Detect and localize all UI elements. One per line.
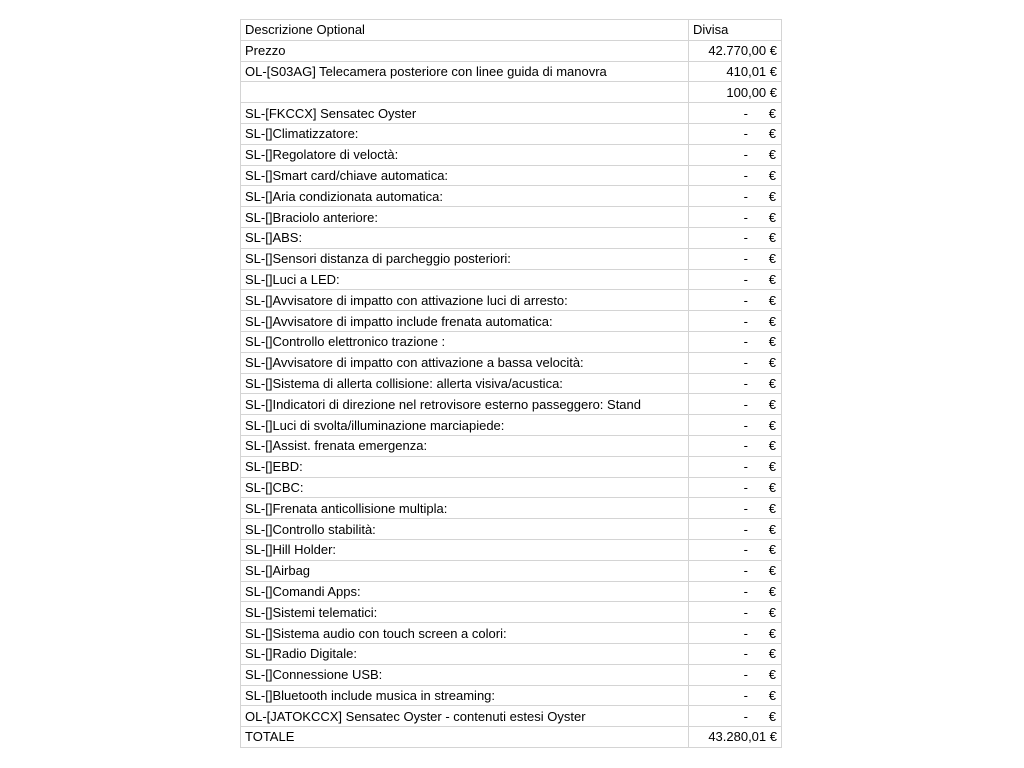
option-value <box>689 352 782 373</box>
options-body <box>241 40 782 726</box>
table-row <box>241 269 782 290</box>
table-row <box>241 602 782 623</box>
zero-dash: - <box>743 147 748 163</box>
option-value <box>689 207 782 228</box>
currency-symbol: € <box>768 209 776 225</box>
zero-dash: - <box>743 563 748 579</box>
option-value <box>689 227 782 248</box>
zero-dash: - <box>743 708 748 724</box>
option-value <box>689 248 782 269</box>
option-description: SL-[]Indicatori di direzione nel retrovisore esterno passeggero: Stand <box>241 394 689 415</box>
currency-symbol: € <box>768 147 776 163</box>
zero-dash: - <box>743 251 748 267</box>
option-description: SL-[]Smart card/chiave automatica: <box>241 165 689 186</box>
option-value <box>689 643 782 664</box>
currency-symbol: € <box>768 708 776 724</box>
currency-symbol: € <box>768 292 776 308</box>
option-description: SL-[]EBD: <box>241 456 689 477</box>
option-description: SL-[]ABS: <box>241 227 689 248</box>
table-row <box>241 248 782 269</box>
currency-symbol: € <box>768 583 776 599</box>
zero-dash: - <box>743 271 748 287</box>
option-description: SL-[]Sistema audio con touch screen a colori: <box>241 623 689 644</box>
option-description: SL-[]Connessione USB: <box>241 664 689 685</box>
currency-symbol: € <box>768 417 776 433</box>
table-row <box>241 40 782 61</box>
zero-dash: - <box>743 292 748 308</box>
option-value <box>689 685 782 706</box>
option-description: SL-[]Aria condizionata automatica: <box>241 186 689 207</box>
table-row <box>241 539 782 560</box>
option-description: SL-[]Sensori distanza di parcheggio posteriori: <box>241 248 689 269</box>
table-row <box>241 560 782 581</box>
option-value <box>689 664 782 685</box>
zero-dash: - <box>743 188 748 204</box>
header-row <box>241 20 782 41</box>
currency-symbol: € <box>768 563 776 579</box>
option-description: SL-[]Frenata anticollisione multipla: <box>241 498 689 519</box>
option-description: OL-[JATOKCCX] Sensatec Oyster - contenuti estesi Oyster <box>241 706 689 727</box>
zero-dash: - <box>743 459 748 475</box>
currency-symbol: € <box>768 646 776 662</box>
option-value <box>689 165 782 186</box>
option-value <box>689 581 782 602</box>
option-description: SL-[]Hill Holder: <box>241 539 689 560</box>
option-description: SL-[]Comandi Apps: <box>241 581 689 602</box>
option-value <box>689 373 782 394</box>
table-row <box>241 456 782 477</box>
table-row <box>241 394 782 415</box>
zero-dash: - <box>743 209 748 225</box>
table-row <box>241 706 782 727</box>
option-description: SL-[]Airbag <box>241 560 689 581</box>
currency-symbol: € <box>768 355 776 371</box>
header-currency: Divisa <box>689 20 782 41</box>
option-value: 100,00 € <box>689 82 782 103</box>
table-row <box>241 331 782 352</box>
option-value <box>689 186 782 207</box>
total-value: 43.280,01 € <box>689 727 782 748</box>
option-description: SL-[]Sistemi telematici: <box>241 602 689 623</box>
option-description: SL-[]Controllo stabilità: <box>241 519 689 540</box>
option-description: OL-[S03AG] Telecamera posteriore con linee guida di manovra <box>241 61 689 82</box>
option-description: SL-[]CBC: <box>241 477 689 498</box>
option-value <box>689 311 782 332</box>
option-description: SL-[]Radio Digitale: <box>241 643 689 664</box>
option-value <box>689 144 782 165</box>
option-description: SL-[]Climatizzatore: <box>241 123 689 144</box>
option-description: SL-[]Luci a LED: <box>241 269 689 290</box>
zero-dash: - <box>743 167 748 183</box>
option-value <box>689 331 782 352</box>
currency-symbol: € <box>768 313 776 329</box>
option-description: SL-[]Avvisatore di impatto include frenata automatica: <box>241 311 689 332</box>
table-row <box>241 165 782 186</box>
table-row <box>241 685 782 706</box>
table-row <box>241 519 782 540</box>
option-value <box>689 498 782 519</box>
option-value <box>689 269 782 290</box>
option-description: SL-[]Luci di svolta/illuminazione marciapiede: <box>241 415 689 436</box>
option-description: SL-[]Regolatore di veloctà: <box>241 144 689 165</box>
zero-dash: - <box>743 521 748 537</box>
option-description: SL-[]Avvisatore di impatto con attivazione a bassa velocità: <box>241 352 689 373</box>
currency-symbol: € <box>768 334 776 350</box>
table-row <box>241 144 782 165</box>
currency-symbol: € <box>768 188 776 204</box>
currency-symbol: € <box>768 542 776 558</box>
zero-dash: - <box>743 417 748 433</box>
table-row <box>241 581 782 602</box>
option-value <box>689 394 782 415</box>
zero-dash: - <box>743 334 748 350</box>
option-value <box>689 477 782 498</box>
option-value <box>689 602 782 623</box>
table-row <box>241 623 782 644</box>
table-row <box>241 311 782 332</box>
table-row <box>241 290 782 311</box>
currency-symbol: € <box>768 438 776 454</box>
option-value: 42.770,00 € <box>689 40 782 61</box>
option-value <box>689 560 782 581</box>
option-description <box>241 82 689 103</box>
option-value <box>689 123 782 144</box>
currency-symbol: € <box>768 167 776 183</box>
table-row <box>241 352 782 373</box>
option-description: SL-[FKCCX] Sensatec Oyster <box>241 103 689 124</box>
currency-symbol: € <box>768 500 776 516</box>
zero-dash: - <box>743 355 748 371</box>
zero-dash: - <box>743 500 748 516</box>
zero-dash: - <box>743 230 748 246</box>
currency-symbol: € <box>768 604 776 620</box>
currency-symbol: € <box>768 521 776 537</box>
option-value <box>689 519 782 540</box>
zero-dash: - <box>743 126 748 142</box>
option-value <box>689 290 782 311</box>
table-row <box>241 227 782 248</box>
table-row <box>241 477 782 498</box>
table-row <box>241 664 782 685</box>
option-value <box>689 456 782 477</box>
currency-symbol: € <box>768 667 776 683</box>
currency-symbol: € <box>768 251 776 267</box>
zero-dash: - <box>743 667 748 683</box>
table-row <box>241 123 782 144</box>
header-description: Descrizione Optional <box>241 20 689 41</box>
zero-dash: - <box>743 646 748 662</box>
currency-symbol: € <box>768 687 776 703</box>
table-row <box>241 373 782 394</box>
table-row <box>241 186 782 207</box>
option-description: SL-[]Braciolo anteriore: <box>241 207 689 228</box>
table-row <box>241 415 782 436</box>
option-value <box>689 539 782 560</box>
options-sheet <box>240 19 781 748</box>
currency-symbol: € <box>768 375 776 391</box>
currency-symbol: € <box>768 230 776 246</box>
option-value <box>689 103 782 124</box>
option-description: SL-[]Sistema di allerta collisione: allerta visiva/acustica: <box>241 373 689 394</box>
option-description: SL-[]Assist. frenata emergenza: <box>241 435 689 456</box>
options-table <box>240 19 782 748</box>
table-row <box>241 435 782 456</box>
currency-symbol: € <box>768 396 776 412</box>
table-row <box>241 207 782 228</box>
currency-symbol: € <box>768 105 776 121</box>
option-value <box>689 415 782 436</box>
zero-dash: - <box>743 396 748 412</box>
table-row <box>241 61 782 82</box>
zero-dash: - <box>743 687 748 703</box>
table-row <box>241 643 782 664</box>
currency-symbol: € <box>768 625 776 641</box>
table-row <box>241 498 782 519</box>
option-description: SL-[]Avvisatore di impatto con attivazione luci di arresto: <box>241 290 689 311</box>
zero-dash: - <box>743 604 748 620</box>
option-value <box>689 623 782 644</box>
option-value <box>689 706 782 727</box>
currency-symbol: € <box>768 271 776 287</box>
zero-dash: - <box>743 438 748 454</box>
total-label: TOTALE <box>241 727 689 748</box>
option-value <box>689 435 782 456</box>
table-row <box>241 82 782 103</box>
currency-symbol: € <box>768 479 776 495</box>
option-description: SL-[]Controllo elettronico trazione : <box>241 331 689 352</box>
zero-dash: - <box>743 105 748 121</box>
zero-dash: - <box>743 375 748 391</box>
zero-dash: - <box>743 583 748 599</box>
option-value: 410,01 € <box>689 61 782 82</box>
zero-dash: - <box>743 625 748 641</box>
zero-dash: - <box>743 313 748 329</box>
option-description: SL-[]Bluetooth include musica in streaming: <box>241 685 689 706</box>
zero-dash: - <box>743 542 748 558</box>
option-description: Prezzo <box>241 40 689 61</box>
total-row <box>241 727 782 748</box>
currency-symbol: € <box>768 126 776 142</box>
currency-symbol: € <box>768 459 776 475</box>
table-row <box>241 103 782 124</box>
zero-dash: - <box>743 479 748 495</box>
